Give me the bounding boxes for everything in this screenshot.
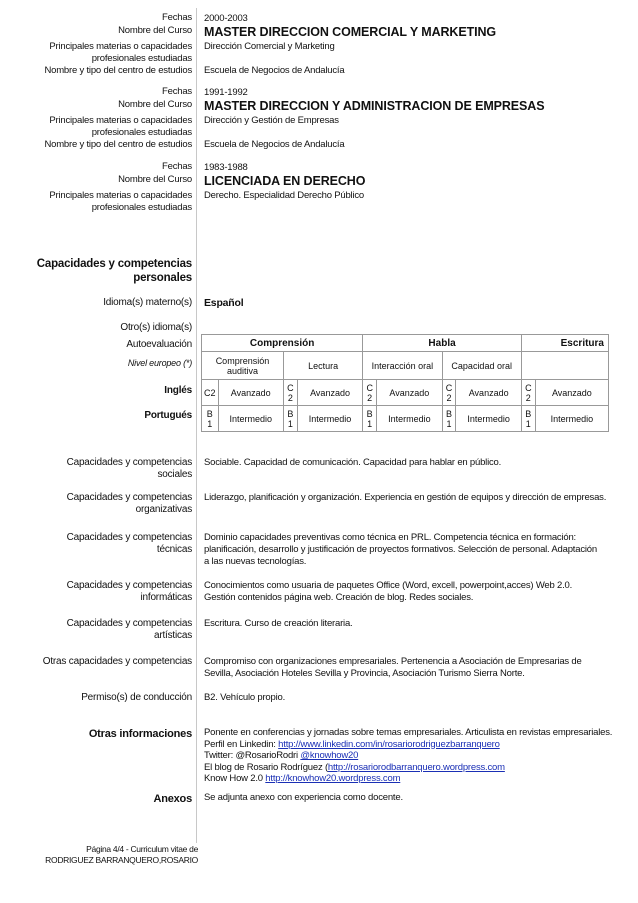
knowhow-prefix: Know How 2.0 (204, 773, 266, 784)
header-escritura: Escritura (521, 335, 608, 352)
level-text: Avanzado (456, 380, 521, 406)
skill-organizational-value: Liderazgo, planificación y organización. Experiencia en gestión de equipos y dirección de empresas. (204, 492, 607, 503)
level-code: C2 (202, 380, 219, 406)
header-comprension: Comprensión (202, 335, 363, 352)
edu-1-course: MASTER DIRECCION COMERCIAL Y MARKETING (204, 25, 497, 39)
level-text: Intermedio (377, 406, 442, 432)
twitter-prefix: Twitter: @RosarioRodri (204, 750, 301, 761)
lang-name-english: Inglés (164, 385, 192, 396)
edu-1-subjects: Dirección Comercial y Marketing (204, 41, 335, 52)
level-text: Avanzado (218, 380, 283, 406)
lang-name-portuguese: Portugués (144, 410, 192, 421)
footer-line1: Página 4/4 - Curriculum vitae de (86, 844, 198, 854)
level-code: B 1 (363, 406, 377, 432)
edu-3-course: LICENCIADA EN DERECHO (204, 174, 366, 188)
edu-2-dates: 1991-1992 (204, 87, 248, 98)
skill-artistic-label: Capacidades y competencias artísticas (66, 618, 192, 641)
level-text: Avanzado (535, 380, 608, 406)
skill-computer-value: Conocimientos como usuaria de paquetes Office (Word, excell, powerpoint,acces) Web 2.0. Gestión contenidos página web. Creación de blog. Redes sociales. (204, 580, 573, 603)
edu-3-subjects-label: Principales materias o capacidades profesionales estudiadas (49, 190, 192, 213)
subheader-comprension-auditiva: Comprensión auditiva (202, 352, 284, 380)
annex-label: Anexos (153, 793, 192, 805)
edu-1-school-label: Nombre y tipo del centro de estudios (44, 65, 192, 76)
edu-3-course-label: Nombre del Curso (118, 174, 192, 185)
skill-artistic-value: Escritura. Curso de creación literaria. (204, 618, 353, 629)
edu-2-school: Escuela de Negocios de Andalucía (204, 139, 345, 150)
twitter-line (204, 750, 624, 762)
skill-other-value: Compromiso con organizaciones empresariales. Pertenencia a Asociación de Empresarias de Sevilla, Asociación Hoteles Sevilla y Provincia, Asociación Turismo Sierra Norte. (204, 656, 582, 679)
personal-skills-heading: Capacidades y competencias personales (36, 258, 192, 284)
edu-1-dates: 2000-2003 (204, 13, 248, 24)
annex-value: Se adjunta anexo con experiencia como docente. (204, 792, 403, 803)
driving-license-value: B2. Vehículo propio. (204, 692, 286, 703)
level-text: Intermedio (218, 406, 283, 432)
edu-1-school: Escuela de Negocios de Andalucía (204, 65, 345, 76)
linkedin-prefix: Perfil en Linkedin: (204, 738, 279, 750)
blog-prefix: El blog de Rosario Rodríguez ( (204, 761, 328, 773)
skill-social-value: Sociable. Capacidad de comunicación. Capacidad para hablar en público. (204, 457, 502, 468)
self-assessment-label: Autoevaluación (126, 339, 192, 350)
skill-technical-value: Dominio capacidades preventivas como técnica en PRL. Competencia técnica en formación: planificación, desarrollo y justificación de proyectos formativos. Selección de personal. Adaptación a las nuevas tecnologías. (204, 532, 597, 567)
header-habla: Habla (363, 335, 522, 352)
level-text: Intermedio (456, 406, 521, 432)
level-code: C 2 (521, 380, 535, 406)
other-languages-label: Otro(s) idioma(s) (120, 322, 192, 333)
knowhow-link[interactable]: http://knowhow20.wordpress.com (265, 773, 401, 784)
column-divider (196, 8, 197, 843)
table-row (202, 380, 609, 406)
edu-2-dates-label: Fechas (162, 86, 192, 97)
edu-1-dates-label: Fechas (162, 12, 192, 23)
other-info-block (204, 727, 624, 785)
edu-3-subjects: Derecho. Especialidad Derecho Público (204, 190, 365, 201)
linkedin-line (204, 739, 624, 751)
level-code: B 1 (202, 406, 219, 432)
blog-line (204, 762, 624, 774)
mother-tongue: Español (204, 297, 244, 309)
subheader-blank (521, 352, 608, 380)
edu-1-course-label: Nombre del Curso (118, 25, 192, 36)
skill-other-label: Otras capacidades y competencias (42, 656, 192, 667)
skill-technical-label: Capacidades y competencias técnicas (66, 532, 192, 555)
twitter-link[interactable]: @knowhow20 (300, 750, 359, 761)
table-row (202, 406, 609, 432)
mother-tongue-label: Idioma(s) materno(s) (103, 297, 192, 308)
subheader-capacidad-oral: Capacidad oral (442, 352, 521, 380)
level-code: B 1 (442, 406, 456, 432)
skill-social-label: Capacidades y competencias sociales (66, 457, 192, 480)
level-code: C 2 (283, 380, 297, 406)
edu-2-subjects: Dirección y Gestión de Empresas (204, 115, 339, 126)
level-code: B 1 (521, 406, 535, 432)
level-code: B 1 (283, 406, 297, 432)
other-info-label: Otras informaciones (88, 728, 192, 740)
edu-2-subjects-label: Principales materias o capacidades profesionales estudiadas (49, 115, 192, 138)
skill-organizational-label: Capacidades y competencias organizativas (66, 492, 192, 515)
language-table (201, 334, 609, 432)
subheader-interaccion-oral: Interacción oral (363, 352, 442, 380)
edu-1-subjects-label: Principales materias o capacidades profesionales estudiadas (49, 41, 192, 64)
level-text: Avanzado (377, 380, 442, 406)
level-code: C 2 (363, 380, 377, 406)
knowhow-line (204, 773, 624, 785)
level-text: Intermedio (535, 406, 608, 432)
skill-computer-label: Capacidades y competencias informáticas (66, 580, 192, 603)
edu-3-dates-label: Fechas (162, 161, 192, 172)
linkedin-link[interactable]: http://www.linkedin.com/in/rosariorodriguezbarranquero (278, 738, 500, 750)
edu-2-course: MASTER DIRECCION Y ADMINISTRACION DE EMPRESAS (204, 99, 545, 113)
level-text: Avanzado (297, 380, 362, 406)
level-code: C 2 (442, 380, 456, 406)
edu-3-dates: 1983-1988 (204, 162, 248, 173)
driving-license-label: Permiso(s) de conducción (81, 692, 192, 703)
european-level-label: Nivel europeo (*) (127, 358, 192, 368)
edu-2-school-label: Nombre y tipo del centro de estudios (44, 139, 192, 150)
page-footer (40, 844, 198, 866)
subheader-lectura: Lectura (283, 352, 362, 380)
edu-2-course-label: Nombre del Curso (118, 99, 192, 110)
level-text: Intermedio (297, 406, 362, 432)
other-info-line1: Ponente en conferencias y jornadas sobre temas empresariales. Articulista en revistas empresariales. (204, 727, 613, 738)
blog-link[interactable]: http://rosariorodbarranquero.wordpress.com (327, 761, 505, 773)
footer-line2: RODRIGUEZ BARRANQUERO,ROSARIO (45, 855, 198, 865)
